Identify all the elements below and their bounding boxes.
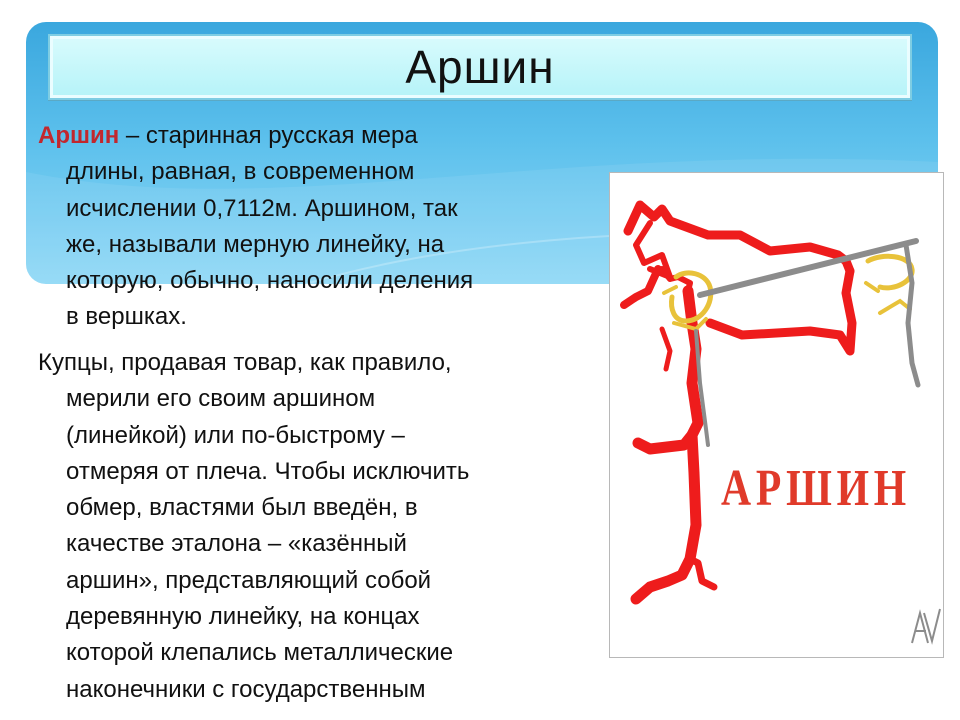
paragraph-line: Купцы, продавая товар, как правило, <box>38 349 452 376</box>
ruler-bar <box>696 241 918 445</box>
paragraph-line: обмер, властями был введён, в <box>66 494 418 522</box>
paragraph-line: в вершках. <box>66 303 187 331</box>
merchants-paragraph <box>38 345 598 708</box>
first-line-text: – старинная русская мера <box>119 122 418 149</box>
paragraph-line: (линейкой) или по-быстрому – <box>66 421 405 449</box>
paragraph-line: качестве эталона – «казённый <box>66 530 407 558</box>
paragraph-line: деревянную линейку, на концах <box>66 603 420 631</box>
definition-paragraph <box>38 118 598 336</box>
paragraph-line: длины, равная, в современном <box>66 158 415 186</box>
paragraph-line: отмеряя от плеча. Чтобы исключить <box>66 457 470 485</box>
paragraph-line: которую, обычно, наносили деления <box>66 267 474 295</box>
paragraph-line: аршин», представляющий собой <box>66 566 432 594</box>
slide-title: Аршин <box>405 41 555 93</box>
paragraph-line: наконечники с государственным <box>66 675 426 703</box>
paragraph-line: исчислении 0,7112м. Аршином, так <box>66 194 458 222</box>
signature-mark <box>912 609 940 656</box>
illustration-caption: АРШИН <box>721 460 911 517</box>
arshin-figure <box>610 173 945 659</box>
paragraph-line <box>38 118 598 154</box>
paragraph-line: мерили его своим аршином <box>66 385 376 413</box>
signature-text: AV <box>923 655 925 656</box>
paragraph-line: которой клепались металлические <box>66 639 454 667</box>
title-box <box>48 34 912 100</box>
arshin-illustration <box>609 172 944 658</box>
paragraph-line: же, называли мерную линейку, на <box>66 230 445 258</box>
term-highlight: Аршин <box>38 122 120 149</box>
